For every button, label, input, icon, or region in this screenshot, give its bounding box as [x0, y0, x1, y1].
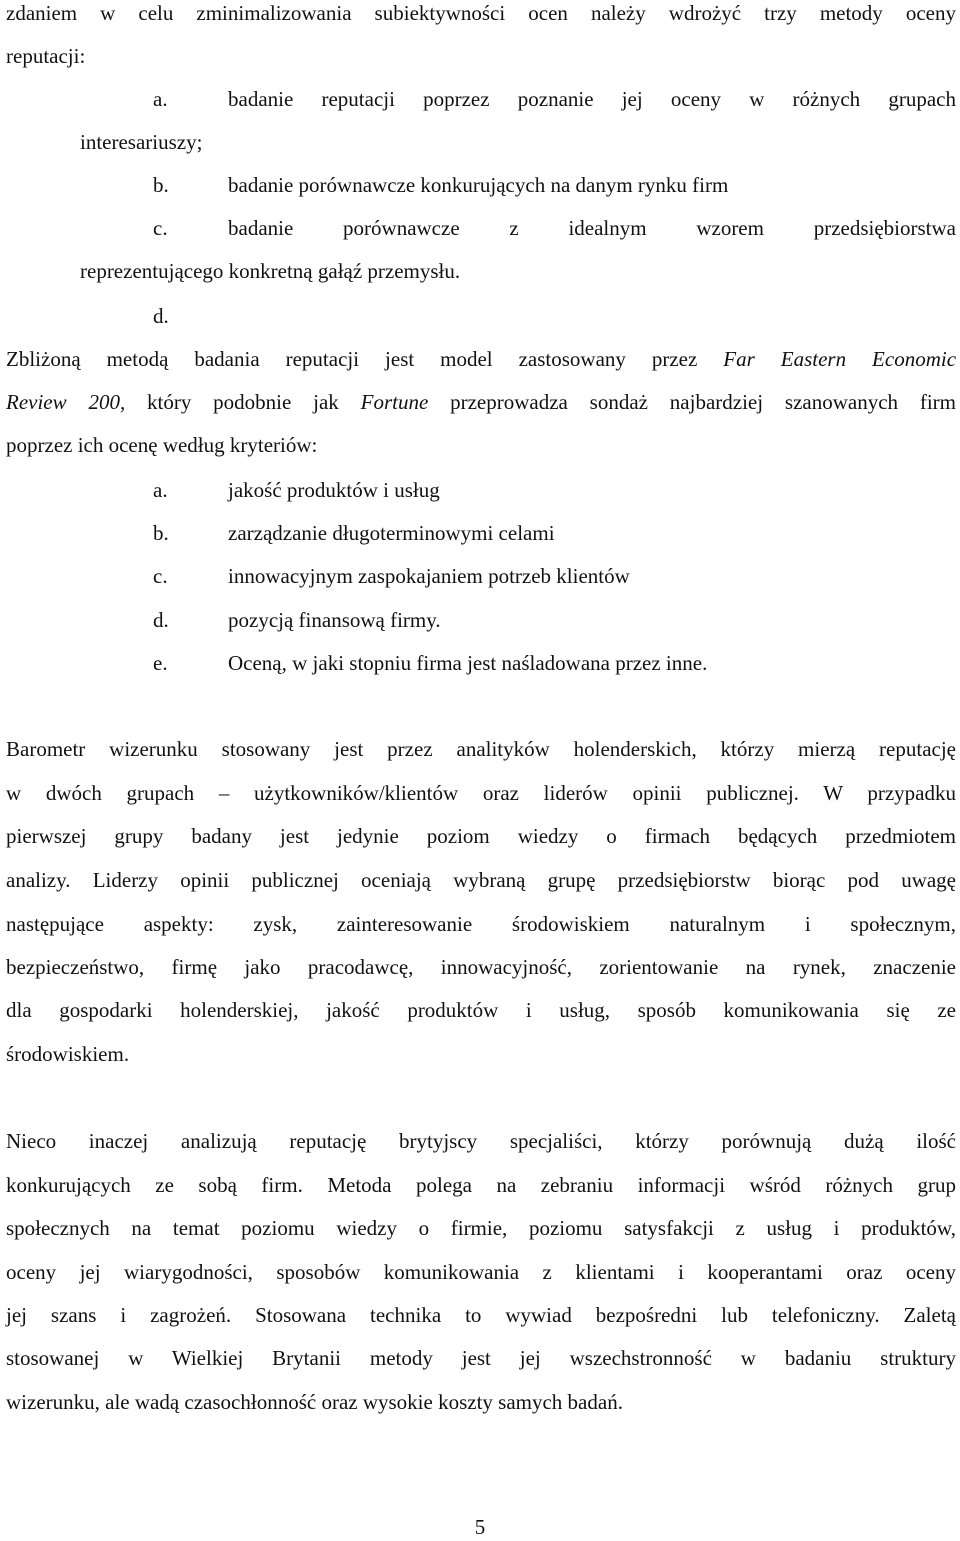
paragraph-line: następujące aspekty: zysk, zainteresowanie środowiskiem naturalnym i społecznym, [6, 912, 956, 936]
list-item-continuation: interesariuszy; [80, 130, 203, 154]
text-run-italic: Review 200, [6, 390, 126, 414]
list-item-text: zarządzanie długoterminowymi celami [228, 521, 555, 545]
list-marker: e. [153, 651, 168, 675]
text-run-italic: Far Eastern Economic [723, 347, 957, 371]
paragraph-line [6, 345, 956, 373]
list-item-continuation: reprezentującego konkretną gałąź przemysłu. [80, 259, 461, 283]
paragraph-line: reputacji: [6, 44, 86, 68]
list-item-text: innowacyjnym zaspokajaniem potrzeb klientów [228, 564, 630, 588]
text-run: przeprowadza sondaż najbardziej szanowanych firm [428, 390, 956, 414]
list-marker: b. [153, 521, 169, 545]
paragraph-line: środowiskiem. [6, 1042, 130, 1066]
paragraph-line: w dwóch grupach – użytkowników/klientów oraz liderów opinii publicznej. W przypadku [6, 781, 956, 805]
paragraph-line: Barometr wizerunku stosowany jest przez analityków holenderskich, którzy mierzą reputację [6, 737, 956, 761]
paragraph-line: zdaniem w celu zminimalizowania subiektywności ocen należy wdrożyć trzy metody oceny [6, 1, 956, 25]
list-marker: c. [153, 216, 168, 240]
paragraph-line: jej szans i zagrożeń. Stosowana technika to wywiad bezpośredni lub telefoniczny. Zaletą [6, 1303, 956, 1327]
paragraph-line: dla gospodarki holenderskiej, jakość produktów i usług, sposób komunikowania się ze [6, 998, 956, 1022]
text-run: który podobnie jak [125, 390, 361, 414]
list-item-text: jakość produktów i usług [228, 478, 440, 502]
list-marker: b. [153, 173, 169, 197]
paragraph-line: wizerunku, ale wadą czasochłonność oraz wysokie koszty samych badań. [6, 1390, 623, 1414]
list-marker: a. [153, 478, 168, 502]
paragraph-line: stosowanej w Wielkiej Brytanii metody jest jej wszechstronność w badaniu struktury [6, 1346, 956, 1370]
text-run: Zbliżoną metodą badania reputacji jest model zastosowany przez [6, 347, 724, 371]
paragraph-line [6, 388, 956, 416]
list-marker: a. [153, 87, 168, 111]
list-item-text: Oceną, w jaki stopniu firma jest naśladowana przez inne. [228, 651, 708, 675]
list-marker: d. [153, 608, 169, 632]
text-run-italic: Fortune [360, 390, 429, 414]
list-marker: c. [153, 564, 168, 588]
paragraph-line: konkurujących ze sobą firm. Metoda polega na zebraniu informacji wśród różnych grup [6, 1173, 956, 1197]
paragraph-line: Nieco inaczej analizują reputację brytyjscy specjaliści, którzy porównują dużą ilość [6, 1129, 956, 1153]
paragraph-line: pierwszej grupy badany jest jedynie poziom wiedzy o firmach będących przedmiotem [6, 824, 956, 848]
list-item-text: pozycją finansową firmy. [228, 608, 441, 632]
page-number: 5 [474, 1515, 486, 1539]
list-item-text: badanie porównawcze konkurujących na danym rynku firm [228, 173, 729, 197]
list-item-text: badanie reputacji poprzez poznanie jej oceny w różnych grupach [228, 87, 956, 111]
paragraph-line: analizy. Liderzy opinii publicznej oceniają wybraną grupę przedsiębiorstw biorąc pod uwagę [6, 868, 956, 892]
paragraph-line: oceny jej wiarygodności, sposobów komunikowania z klientami i kooperantami oraz oceny [6, 1260, 956, 1284]
paragraph-line: bezpieczeństwo, firmę jako pracodawcę, innowacyjność, zorientowanie na rynek, znaczenie [6, 955, 956, 979]
list-marker: d. [153, 304, 169, 328]
paragraph-line: poprzez ich ocenę według kryteriów: [6, 433, 318, 457]
list-item-text: badanie porównawcze z idealnym wzorem przedsiębiorstwa [228, 216, 956, 240]
paragraph-line: społecznych na temat poziomu wiedzy o firmie, poziomu satysfakcji z usług i produktów, [6, 1216, 956, 1240]
